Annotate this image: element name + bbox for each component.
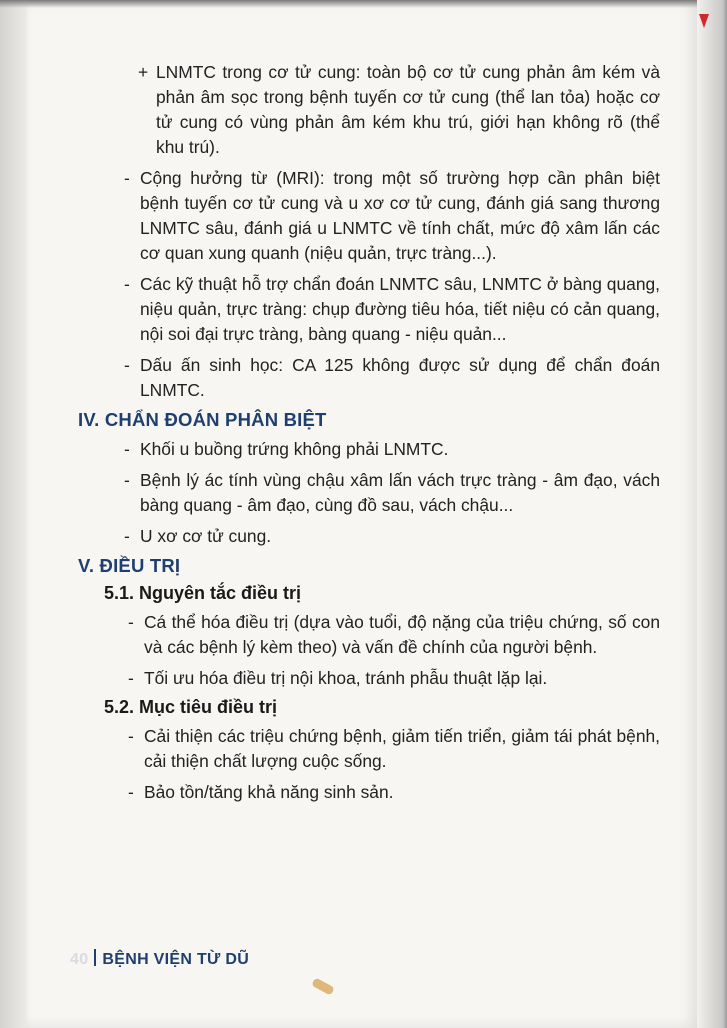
list-item-text: U xơ cơ tử cung. (140, 526, 272, 546)
bookmark-ribbon-icon (699, 14, 709, 28)
list-item-text: Bệnh lý ác tính vùng chậu xâm lấn vách trực tràng - âm đạo, vách bàng quang - âm đạo, cùng đồ sau, vách chậu... (140, 470, 660, 515)
list-item (78, 272, 660, 347)
list-item (78, 60, 660, 160)
top-shadow (0, 0, 727, 8)
list-item-text: LNMTC trong cơ tử cung: toàn bộ cơ tử cung phản âm kém và phản âm sọc trong bệnh tuyến cơ tử cung (thể lan tỏa) hoặc cơ tử cung có vùng phản âm kém khu trú, giới hạn không rõ (thể khu trú). (156, 62, 660, 157)
list-marker: - (124, 274, 130, 294)
list-marker: + (138, 62, 149, 82)
list-item (78, 166, 660, 266)
section-heading-v: V. ĐIỀU TRỊ (78, 555, 181, 576)
subsection-heading-5-1: 5.1. Nguyên tắc điều trị (104, 583, 302, 603)
list-item-text: Tối ưu hóa điều trị nội khoa, tránh phẫu thuật lặp lại. (144, 668, 548, 688)
section-heading-iv: IV. CHẨN ĐOÁN PHÂN BIỆT (78, 409, 327, 430)
binding-shadow (0, 0, 30, 1028)
list-item (78, 780, 660, 805)
list-marker: - (128, 612, 134, 632)
document-body (78, 60, 660, 811)
list-marker: - (124, 355, 130, 375)
list-item-text: Các kỹ thuật hỗ trợ chẩn đoán LNMTC sâu, LNMTC ở bàng quang, niệu quản, trực tràng: chụp đường tiêu hóa, tiết niệu có cản quang, nội soi đại trực tràng, bàng quang - niệu quản... (140, 274, 660, 344)
list-item (78, 524, 660, 549)
hospital-name: BỆNH VIỆN TỪ DŨ (102, 951, 250, 968)
list-item-text: Khối u buồng trứng không phải LNMTC. (140, 439, 449, 459)
footer-divider (94, 949, 96, 966)
list-item-text: Cải thiện các triệu chứng bệnh, giảm tiến triển, giảm tái phát bệnh, cải thiện chất lượng cuộc sống. (144, 726, 660, 771)
list-item (78, 610, 660, 660)
page-number: 40 (70, 951, 89, 968)
list-item (78, 724, 660, 774)
list-item-text: Cá thể hóa điều trị (dựa vào tuổi, độ nặng của triệu chứng, số con và các bệnh lý kèm theo) và vấn đề chính của người bệnh. (144, 612, 660, 657)
list-marker: - (124, 470, 130, 490)
page-footer (70, 949, 249, 969)
list-marker: - (124, 168, 130, 188)
list-marker: - (128, 668, 134, 688)
subsection-heading-5-2: 5.2. Mục tiêu điều trị (104, 697, 278, 717)
page-edge (697, 0, 727, 1028)
list-item-text: Bảo tồn/tăng khả năng sinh sản. (144, 782, 394, 802)
list-item-text: Cộng hưởng từ (MRI): trong một số trường hợp cần phân biệt bệnh tuyến cơ tử cung và u xơ cơ tử cung, đánh giá sang thương LNMTC sâu, đánh giá u LNMTC về tính chất, mức độ xâm lấn các cơ quan xung quanh (niệu quản, trực tràng...). (140, 168, 660, 263)
list-marker: - (128, 782, 134, 802)
list-item (78, 437, 660, 462)
list-marker: - (128, 726, 134, 746)
list-marker: - (124, 526, 130, 546)
list-item (78, 666, 660, 691)
list-marker: - (124, 439, 130, 459)
list-item (78, 468, 660, 518)
list-item (78, 353, 660, 403)
list-item-text: Dấu ấn sinh học: CA 125 không được sử dụng để chẩn đoán LNMTC. (140, 355, 660, 400)
